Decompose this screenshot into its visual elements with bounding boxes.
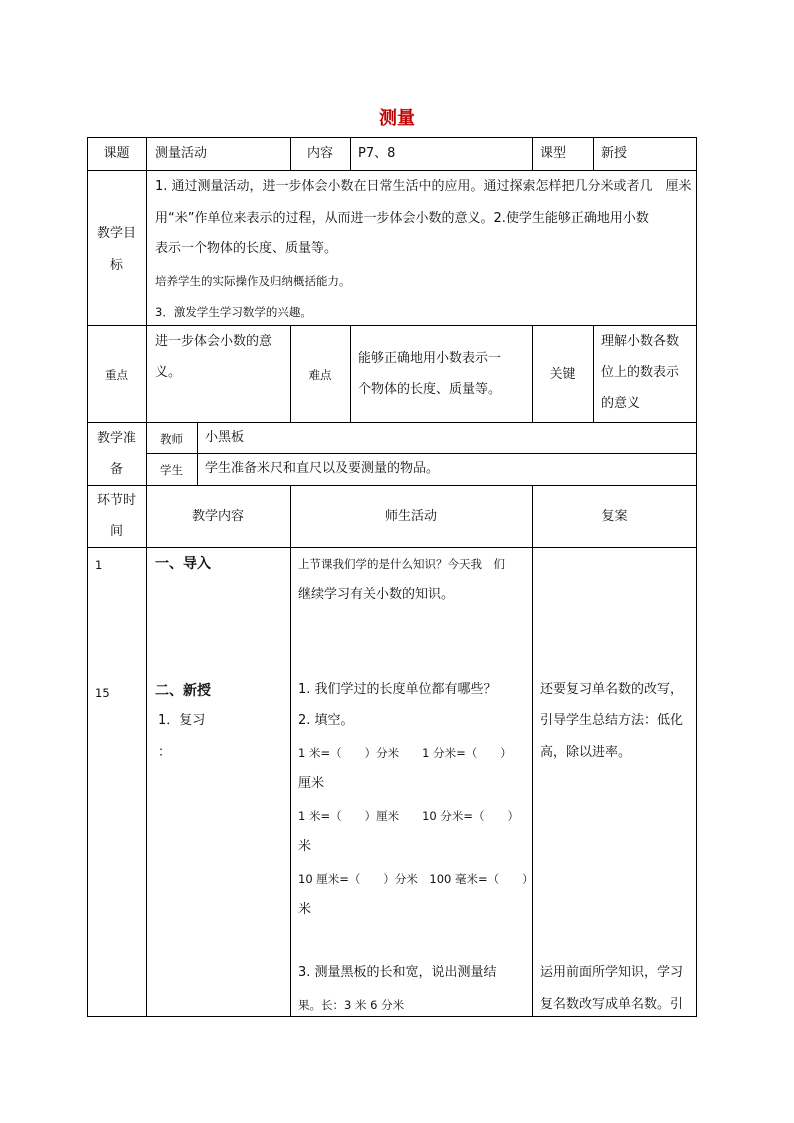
- col-divider: [532, 137, 533, 170]
- fill-1a: 1 米=（ ）分米 1 分米=（ ）: [298, 746, 512, 760]
- sub-review-colon: ：: [158, 745, 172, 760]
- objectives-label-line1: 教学目: [96, 226, 136, 241]
- section-intro: 一、导入: [155, 556, 211, 572]
- activity-header: 师生活动: [384, 509, 437, 524]
- row-divider: [87, 170, 697, 171]
- col-divider: [350, 137, 351, 170]
- crux-value-line2: 位上的数表示: [601, 365, 680, 380]
- fill-3a: 10 厘米=（ ）分米 100 毫米=（ ）: [298, 872, 534, 886]
- time-2: 15: [95, 686, 110, 700]
- content-value: P7、8: [358, 146, 396, 161]
- fill-2b: 米: [298, 839, 312, 854]
- row-divider: [87, 485, 697, 486]
- content-header: 教学内容: [191, 509, 244, 524]
- teacher-label: 教师: [160, 432, 183, 446]
- intro-line2: 继续学习有关小数的知识。: [298, 587, 455, 602]
- row-divider: [87, 422, 697, 423]
- row-divider: [146, 453, 697, 454]
- review-1-line3: 高，除以进率。: [540, 745, 632, 760]
- subject-label: 课题: [103, 146, 130, 161]
- review-1-line1: 还要复习单名数的改写，: [540, 682, 684, 697]
- question-2: 2. 填空。: [298, 713, 354, 728]
- fill-3b: 米: [298, 902, 312, 917]
- row-divider: [87, 325, 697, 326]
- time-header-line2: 间: [109, 524, 123, 539]
- type-value: 新授: [601, 146, 628, 161]
- col-divider: [532, 485, 533, 1017]
- review-2-line1: 运用前面所学知识，学习: [540, 965, 684, 980]
- crux-value-line1: 理解小数各数: [601, 334, 680, 349]
- subject-value: 测量活动: [155, 146, 208, 161]
- time-header-line1: 环节时: [96, 493, 136, 508]
- fill-1b: 厘米: [298, 776, 325, 791]
- review-1-line2: 引导学生总结方法：低化: [540, 713, 684, 728]
- question-3-line1: 3. 测量黑板的长和宽，说出测量结: [298, 965, 497, 980]
- student-label: 学生: [160, 463, 183, 477]
- question-1: 1. 我们学过的长度单位都有哪些？: [298, 682, 497, 697]
- sub-review: 1．复习: [158, 713, 206, 728]
- crux-value-line3: 的意义: [601, 396, 641, 411]
- col-divider: [593, 325, 594, 422]
- objective-line: 用“米”作单位来表示的过程，从而进一步体会小数的意义。2.使学生能够正确地用小数: [155, 211, 649, 226]
- review-header: 复案: [601, 509, 628, 524]
- objective-line: 培养学生的实际操作及归纳概括能力。: [155, 274, 351, 288]
- objective-line: 3．激发学生学习数学的兴趣。: [155, 305, 312, 319]
- difficult-label: 难点: [308, 368, 332, 382]
- key-value-line1: 进一步体会小数的意: [155, 334, 273, 349]
- section-new: 二、新授: [155, 683, 211, 699]
- objectives-label-line2: 标: [109, 258, 123, 273]
- crux-label: 关键: [549, 367, 576, 382]
- objective-line: 1. 通过测量活动，进一步体会小数在日常生活中的应用。通过探索怎样把几分米或者几 厘米: [155, 179, 692, 194]
- intro-line1: 上节课我们学的是什么知识？今天我 们: [298, 557, 505, 571]
- col-divider: [350, 325, 351, 422]
- row-divider: [87, 547, 697, 548]
- col-divider: [593, 137, 594, 170]
- col-divider: [290, 485, 291, 1017]
- fill-2a: 1 米=（ ）厘米 10 分米=（ ）: [298, 809, 520, 823]
- key-value-line2: 义。: [155, 365, 182, 380]
- key-label: 重点: [105, 368, 128, 382]
- page-title: 测量: [379, 108, 415, 129]
- col-divider: [197, 422, 198, 485]
- col-divider: [146, 137, 147, 1017]
- review-2-line2: 复名数改写成单名数。引: [540, 997, 684, 1012]
- question-3-line2: 果。长：3 米 6 分米: [298, 998, 405, 1012]
- prep-label-line1: 教学准: [96, 431, 136, 446]
- student-value: 学生准备米尺和直尺以及要测量的物品。: [205, 461, 440, 476]
- objective-line: 表示一个物体的长度、质量等。: [155, 241, 338, 256]
- content-label: 内容: [306, 146, 333, 161]
- prep-label-line2: 备: [109, 462, 123, 477]
- type-label: 课型: [540, 146, 567, 161]
- difficult-value-line1: 能够正确地用小数表示一: [358, 351, 502, 366]
- difficult-value-line2: 个物体的长度、质量等。: [358, 382, 502, 397]
- teacher-value: 小黑板: [205, 430, 245, 445]
- time-1: 1: [95, 558, 103, 572]
